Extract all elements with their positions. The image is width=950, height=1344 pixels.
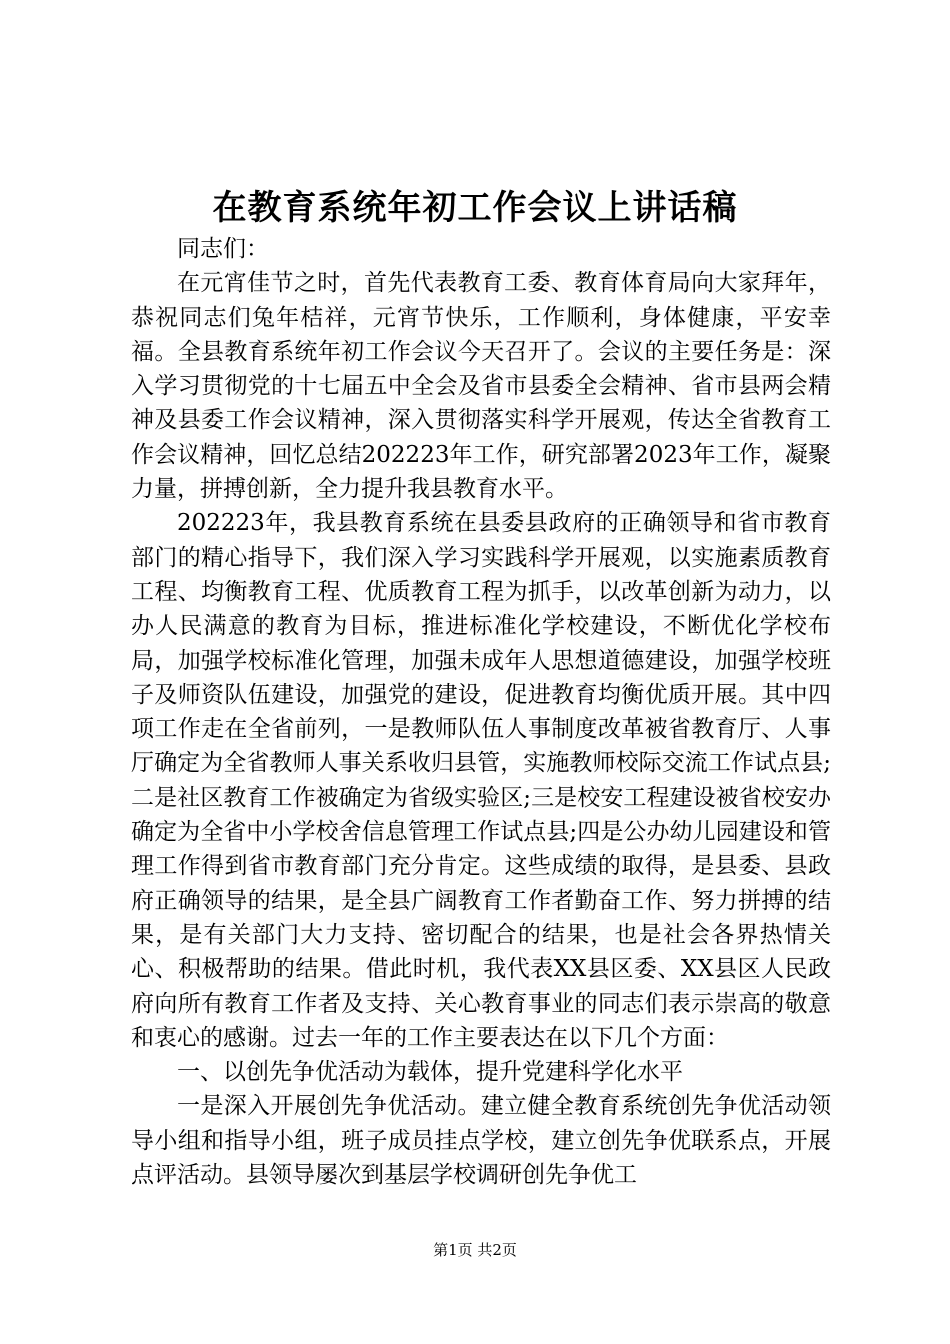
paragraph: 在元宵佳节之时，首先代表教育工委、教育体育局向大家拜年，恭祝同志们兔年桔祥，元宵节快乐，工作顺利，身体健康，平安幸福。全县教育系统年初工作会议今天召开了。会议的主要任务是：深入学习贯彻党的十七届五中全会及省市县委全会精神、省市县两会精神及县委工作会议精神，深入贯彻落实科学开展观，传达全省教育工作会议精神，回忆总结202223年工作，研究部署2023年工作，凝聚力量，拼搏创新，全力提升我县教育水平。	[131, 270, 831, 503]
salutation: 同志们：	[177, 236, 269, 262]
paragraph: 202223年，我县教育系统在县委县政府的正确领导和省市教育部门的精心指导下，我们深入学习实践科学开展观，以实施素质教育工程、均衡教育工程、优质教育工程为抓手，以改革创新为动力，以办人民满意的教育为目标，推进标准化学校建设，不断优化学校布局，加强学校标准化管理，加强未成年人思想道德建设，加强学校班子及师资队伍建设，加强党的建设，促进教育均衡优质开展。其中四项工作走在全省前列，一是教师队伍人事制度改革被省教育厅、人事厅确定为全省教师人事关系收归县管，实施教师校际交流工作试点县;二是社区教育工作被确定为省级实验区;三是校安工程建设被省校安办确定为全省中小学校舍信息管理工作试点县;四是公办幼儿园建设和管理工作得到省市教育部门充分肯定。这些成绩的取得，是县委、县政府正确领导的结果，是全县广阔教育工作者勤奋工作、努力拼搏的结果，是有关部门大力支持、密切配合的结果，也是社会各界热情关心、积极帮助的结果。借此时机，我代表XX县区委、XX县区人民政府向所有教育工作者及支持、关心教育事业的同志们表示崇高的敬意和衷心的感谢。过去一年的工作主要表达在以下几个方面：	[131, 510, 831, 1051]
document-body	[131, 232, 831, 1192]
page-footer: 第1页 共2页	[433, 1241, 517, 1259]
document-title: 在教育系统年初工作会议上讲话稿	[212, 188, 738, 228]
section-heading: 一、以创先争优活动为载体，提升党建科学化水平	[177, 1059, 683, 1086]
paragraph: 一是深入开展创先争优活动。建立健全教育系统创先争优活动领导小组和指导小组，班子成员挂点学校，建立创先争优联系点，开展点评活动。县领导屡次到基层学校调研创先争优工	[131, 1093, 831, 1189]
